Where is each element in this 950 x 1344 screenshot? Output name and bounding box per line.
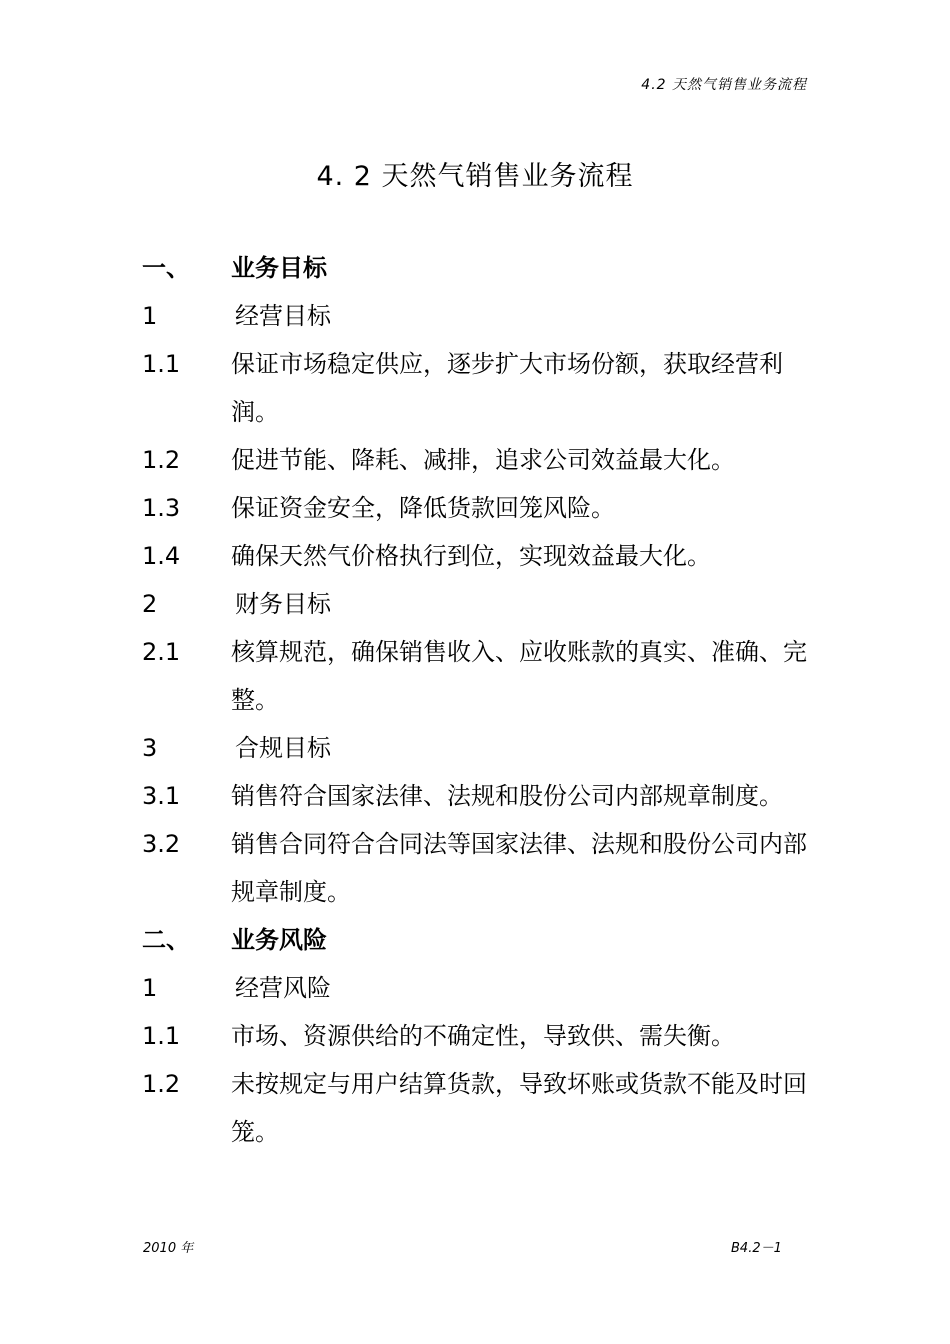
- item-number: 3.1: [142, 782, 181, 810]
- section-heading: [142, 244, 812, 292]
- section-title: 业务目标: [231, 254, 327, 282]
- item-number: 3: [142, 734, 158, 762]
- list-item: [142, 964, 812, 1012]
- footer-year: 2010 年: [143, 1241, 194, 1256]
- item-text: 经营目标: [235, 302, 331, 330]
- page-title: 4. 2 天然气销售业务流程: [316, 161, 634, 192]
- item-text: 市场、资源供给的不确定性，导致供、需失衡。: [231, 1022, 735, 1050]
- item-text: 销售符合国家法律、法规和股份公司内部规章制度。: [231, 782, 783, 810]
- item-text: 确保天然气价格执行到位，实现效益最大化。: [231, 542, 711, 570]
- list-item: [142, 772, 812, 820]
- item-number: 1.1: [142, 350, 181, 378]
- list-item: [142, 1012, 812, 1060]
- list-item: [142, 820, 812, 916]
- list-item: [142, 628, 812, 724]
- item-number: 2.1: [142, 638, 181, 666]
- item-number: 3.2: [142, 830, 181, 858]
- item-number: 1.2: [142, 1070, 181, 1098]
- item-text: 促进节能、降耗、减排，追求公司效益最大化。: [231, 446, 735, 474]
- item-text: 经营风险: [235, 974, 331, 1002]
- item-number: 1.3: [142, 494, 181, 522]
- section-number: 二、: [142, 926, 190, 954]
- document-body: [142, 244, 812, 1156]
- list-item: [142, 580, 812, 628]
- item-number: 1.1: [142, 1022, 181, 1050]
- item-text: 保证市场稳定供应，逐步扩大市场份额，获取经营利润。: [231, 350, 783, 426]
- item-number: 1: [142, 302, 158, 330]
- item-number: 1: [142, 974, 158, 1002]
- item-number: 2: [142, 590, 158, 618]
- item-number: 1.2: [142, 446, 181, 474]
- section-title: 业务风险: [231, 926, 327, 954]
- list-item: [142, 1060, 812, 1156]
- section-number: 一、: [142, 254, 190, 282]
- item-text: 未按规定与用户结算货款，导致坏账或货款不能及时回笼。: [231, 1070, 807, 1146]
- footer-page-number: B4.2－1: [731, 1241, 782, 1256]
- list-item: [142, 484, 812, 532]
- list-item: [142, 724, 812, 772]
- list-item: [142, 292, 812, 340]
- running-header: 4.2 天然气销售业务流程: [641, 77, 807, 93]
- item-text: 销售合同符合合同法等国家法律、法规和股份公司内部规章制度。: [231, 830, 807, 906]
- list-item: [142, 340, 812, 436]
- item-text: 财务目标: [235, 590, 331, 618]
- section-heading: [142, 916, 812, 964]
- list-item: [142, 436, 812, 484]
- item-number: 1.4: [142, 542, 181, 570]
- item-text: 核算规范，确保销售收入、应收账款的真实、准确、完整。: [231, 638, 807, 714]
- item-text: 保证资金安全，降低货款回笼风险。: [231, 494, 615, 522]
- list-item: [142, 532, 812, 580]
- item-text: 合规目标: [235, 734, 331, 762]
